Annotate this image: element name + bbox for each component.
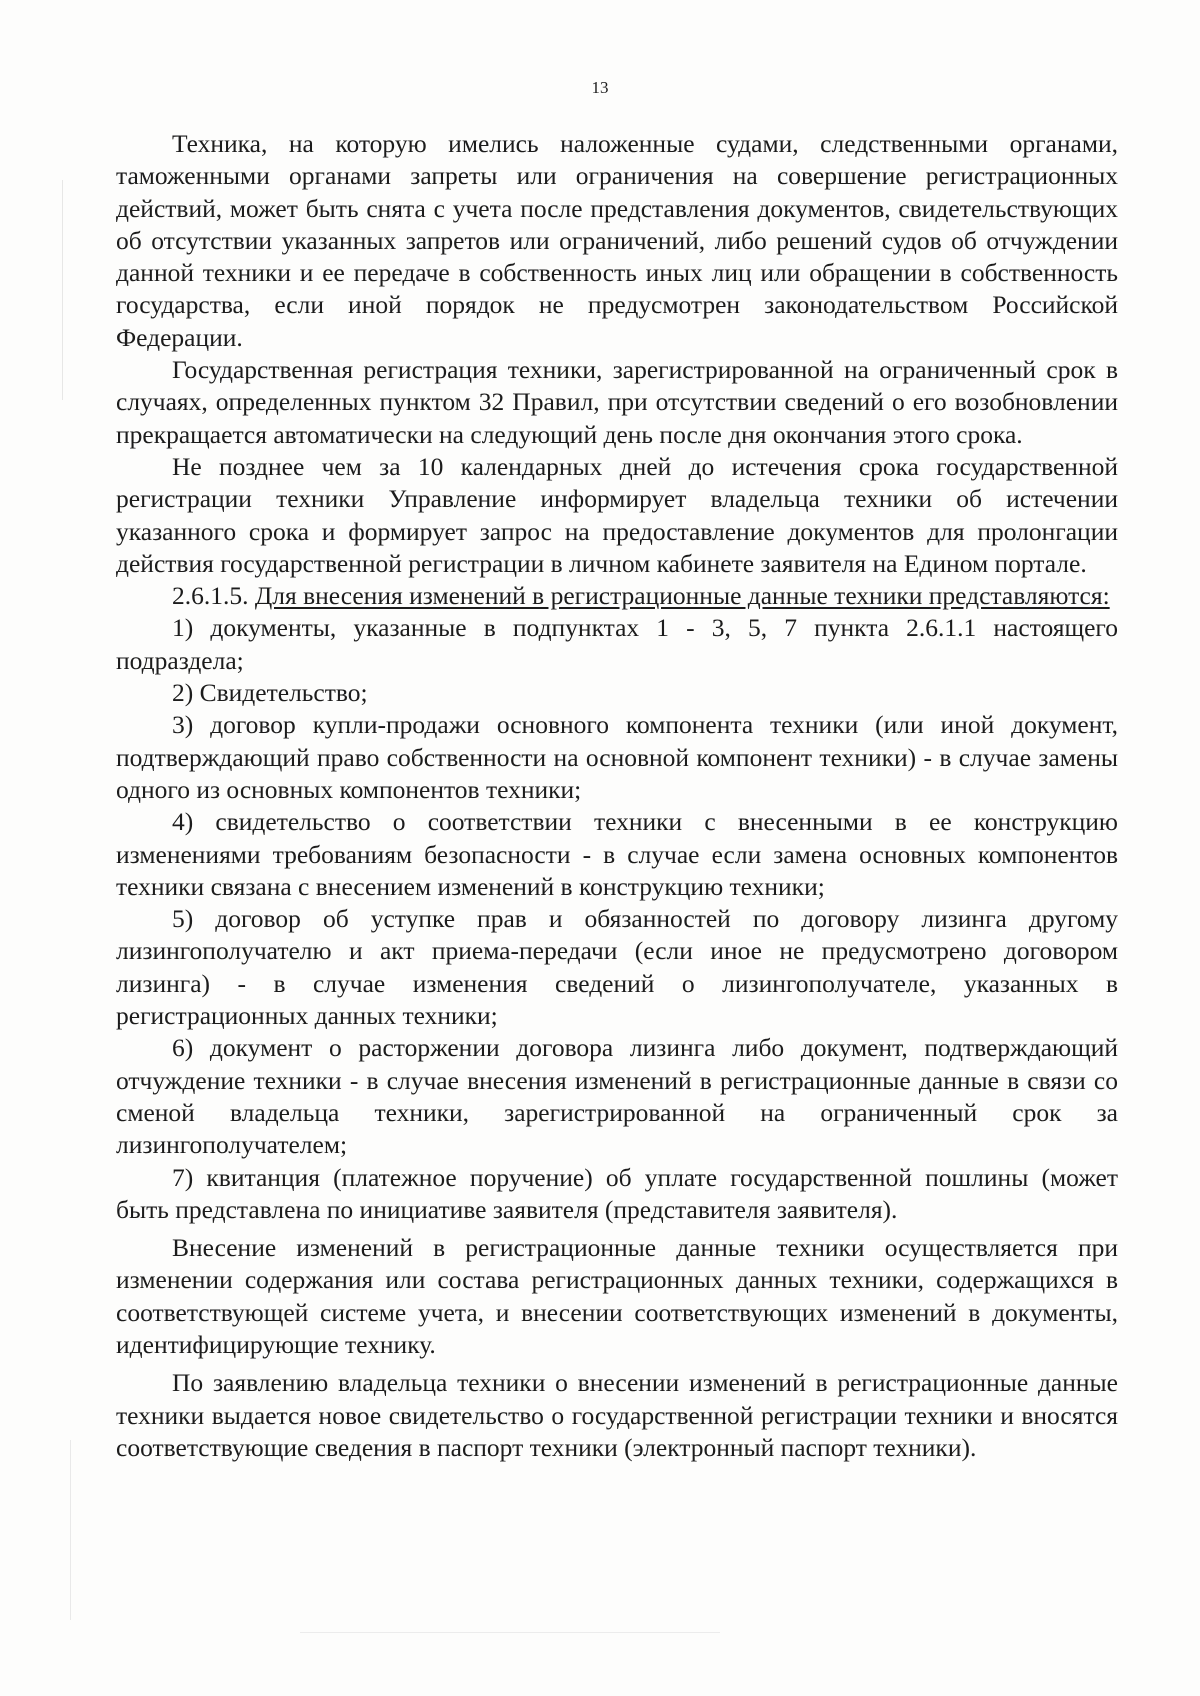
- paragraph-changes-procedure: Внесение изменений в регистрационные данные техники осуществляется при изменении содержания или состава регистрационных данных техники, содержащихся в соответствующей системе учета, и внесении соответствующих изменений в документы, идентифицирующие технику.: [116, 1233, 1118, 1359]
- section-number: 2.6.1.5.: [172, 581, 249, 611]
- list-item-6: 6) документ о расторжении договора лизинга либо документ, подтверждающий отчуждение техники - в случае внесения изменений в регистрационные данные в связи со сменой владельца техники, зарегистрированной на ограниченный срок за лизингополучателем;: [116, 1033, 1118, 1160]
- page-number: 13: [591, 78, 609, 97]
- scan-artifact-left-lower: [70, 1440, 71, 1620]
- scan-artifact-left: [62, 180, 63, 400]
- paragraph-expiry-notification: Не позднее чем за 10 календарных дней до истечения срока государственной регистрации техники Управление информирует владельца техники об истечении указанного срока и формирует запрос на предоставление документов для пролонгации действия государственной регистрации в личном кабинете заявителя на Едином портале.: [116, 451, 1118, 578]
- list-item-5: 5) договор об уступке прав и обязанностей по договору лизинга другому лизингополучателю и акт приема-передачи (если иное не предусмотрено договором лизинга) - в случае изменения сведений о лизингополучателе, указанных в регистрационных данных техники;: [116, 904, 1118, 1031]
- paragraph-2-6-1-5: [116, 580, 1118, 612]
- scan-artifact-bottom: [300, 1632, 720, 1633]
- paragraph-limited-term-registration: Государственная регистрация техники, зарегистрированной на ограниченный срок в случаях, определенных пунктом 32 Правил, при отсутствии сведений о его возобновлении прекращается автоматически на следующий день после дня окончания этого срока.: [116, 355, 1118, 449]
- paragraph-new-certificate: По заявлению владельца техники о внесении изменений в регистрационные данные техники выдается новое свидетельство о государственной регистрации техники и вносятся соответствующие сведения в паспорт техники (электронный паспорт техники).: [116, 1368, 1118, 1462]
- list-item-1: 1) документы, указанные в подпунктах 1 - 3, 5, 7 пункта 2.6.1.1 настоящего подраздела;: [116, 613, 1118, 675]
- list-item-3: 3) договор купли-продажи основного компонента техники (или иной документ, подтверждающий право собственности на основной компонент техники) - в случае замены одного из основных компонентов техники;: [116, 710, 1118, 804]
- list-item-4: 4) свидетельство о соответствии техники с внесенными в ее конструкцию изменениями требованиям безопасности - в случае если замена основных компонентов техники связана с внесением изменений в конструкцию техники;: [116, 807, 1118, 901]
- paragraph-deregistration-restrictions: Техника, на которую имелись наложенные судами, следственными органами, таможенными органами запреты или ограничения на совершение регистрационных действий, может быть снята с учета после представления документов, свидетельствующих об отсутствии указанных запретов или ограничений, либо решений судов об отчуждении данной техники и ее передаче в собственность иных лиц или обращении в собственность государства, если иной порядок не предусмотрен законодательством Российской Федерации.: [116, 129, 1118, 352]
- section-heading-underlined: Для внесения изменений в регистрационные данные техники представляются:: [254, 581, 1110, 611]
- document-body: [116, 128, 1118, 1464]
- list-item-2: 2) Свидетельство;: [172, 678, 368, 708]
- list-item-7: 7) квитанция (платежное поручение) об уплате государственной пошлины (может быть представлена по инициативе заявителя (представителя заявителя).: [116, 1162, 1118, 1224]
